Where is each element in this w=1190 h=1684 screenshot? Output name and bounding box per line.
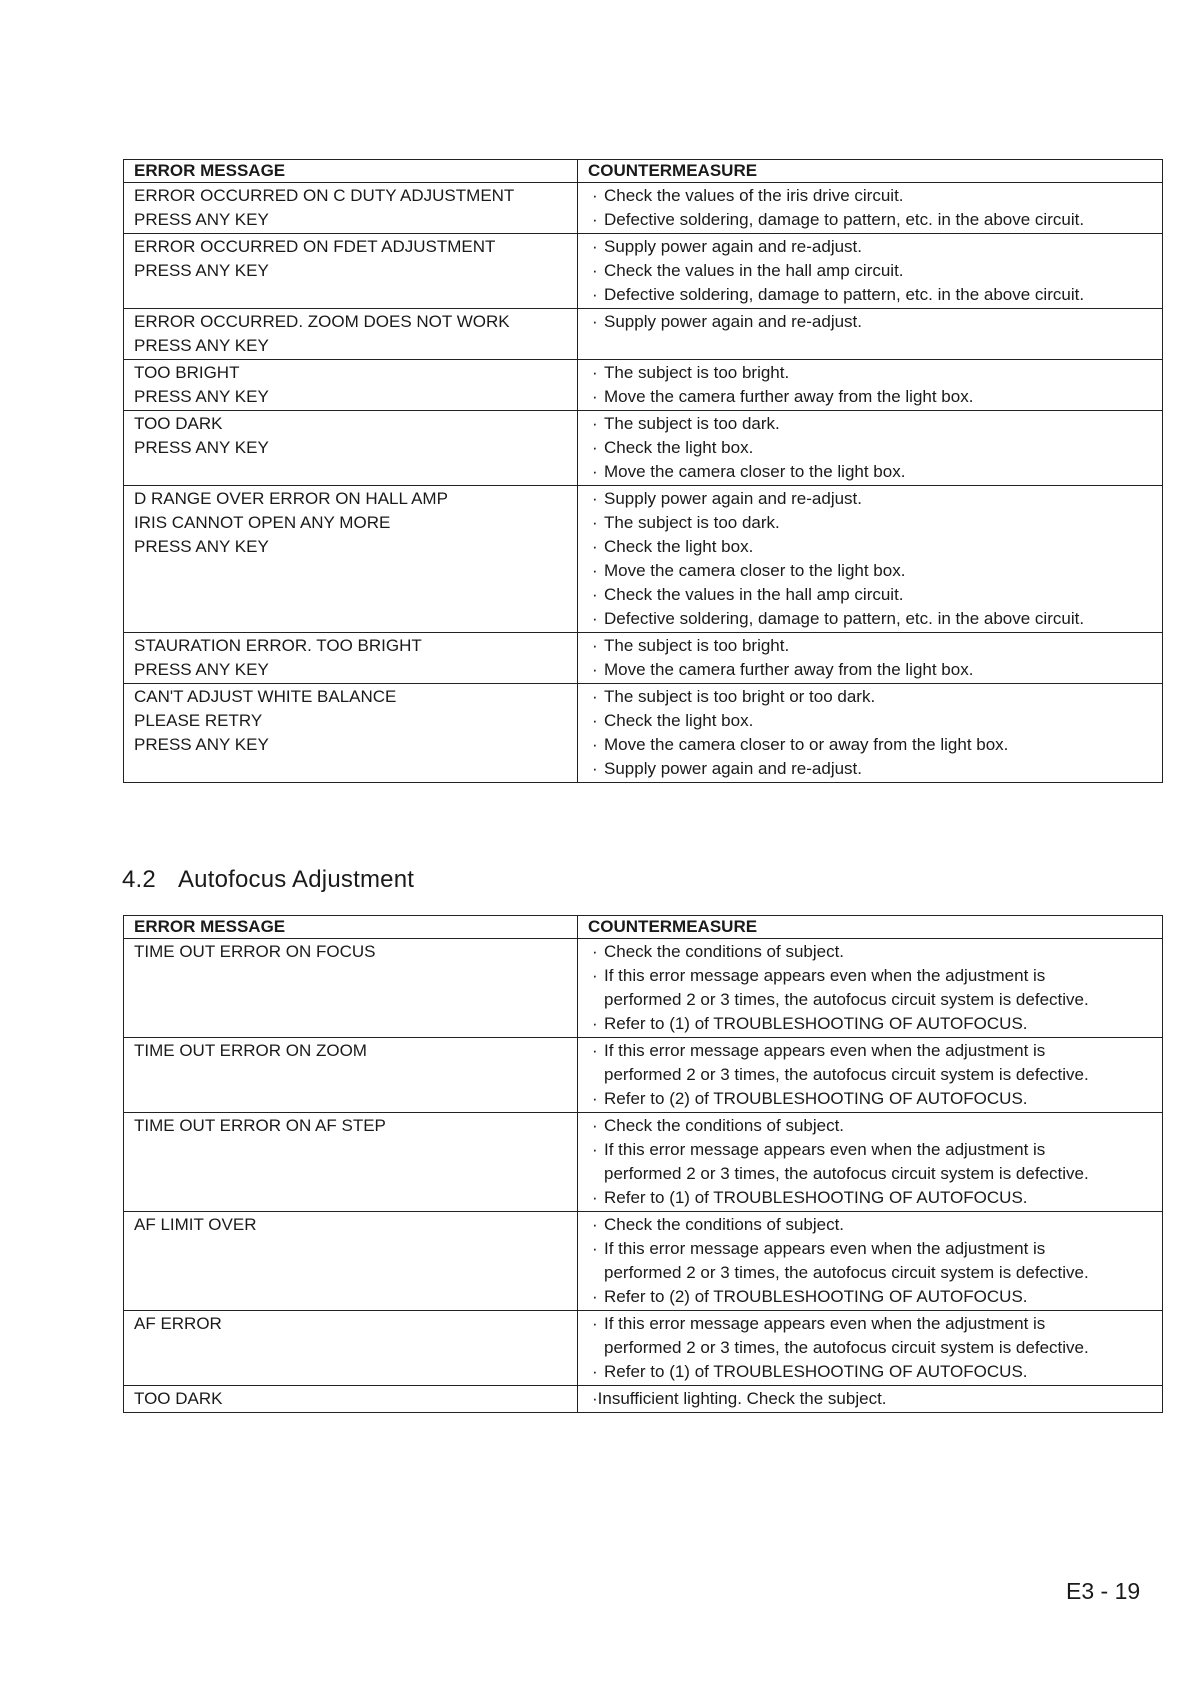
countermeasure-item: · Check the light box.: [592, 535, 1154, 559]
table-row: [124, 684, 1163, 783]
table-row: [124, 1113, 1163, 1212]
countermeasure-item: · Check the conditions of subject.: [592, 1213, 1154, 1237]
error-table-1: [123, 159, 1163, 783]
countermeasure-cell: [578, 183, 1163, 234]
table-row: [124, 486, 1163, 633]
error-message-line: TOO BRIGHT: [134, 363, 240, 382]
countermeasure-item: · Check the conditions of subject.: [592, 1114, 1154, 1138]
countermeasure-item: · The subject is too dark.: [592, 412, 1154, 436]
table-row: [124, 633, 1163, 684]
countermeasure-item: ·Insufficient lighting. Check the subject.: [592, 1389, 887, 1408]
error-message-line: ERROR OCCURRED ON FDET ADJUSTMENT: [134, 237, 496, 256]
countermeasure-item: · If this error message appears even when the adjustment is: [592, 1312, 1154, 1336]
countermeasure-item: · Defective soldering, damage to pattern, etc. in the above circuit.: [592, 607, 1154, 631]
error-message-line: PRESS ANY KEY: [134, 438, 269, 457]
countermeasure-item: performed 2 or 3 times, the autofocus circuit system is defective.: [604, 1065, 1089, 1084]
countermeasure-cell: [578, 411, 1163, 486]
countermeasure-item: · Supply power again and re-adjust.: [592, 310, 1154, 334]
page-number: E3 - 19: [1066, 1578, 1141, 1604]
countermeasure-item: · Check the light box.: [592, 436, 1154, 460]
countermeasure-cell: [578, 939, 1163, 1038]
countermeasure-item: · Defective soldering, damage to pattern, etc. in the above circuit.: [592, 208, 1154, 232]
countermeasure-item: · Check the values in the hall amp circuit.: [592, 259, 1154, 283]
countermeasure-item: · If this error message appears even when the adjustment is: [592, 1138, 1154, 1162]
countermeasure-item: · If this error message appears even when the adjustment is: [592, 964, 1154, 988]
countermeasure-item: · Move the camera closer to the light box.: [592, 559, 1154, 583]
error-message-line: TOO DARK: [134, 1389, 223, 1408]
countermeasure-cell: [578, 1311, 1163, 1386]
table-header-row: [124, 160, 1163, 183]
countermeasure-item: · If this error message appears even when the adjustment is: [592, 1039, 1154, 1063]
table-row: [124, 234, 1163, 309]
countermeasure-cell: [578, 1386, 1163, 1413]
table-header-row: [124, 916, 1163, 939]
table-row: [124, 360, 1163, 411]
error-message-cell: [124, 633, 578, 684]
error-message-cell: [124, 1113, 578, 1212]
countermeasure-cell: [578, 486, 1163, 633]
countermeasure-cell: [578, 360, 1163, 411]
error-table-2: [123, 915, 1163, 1413]
error-message-cell: [124, 1311, 578, 1386]
error-message-cell: [124, 684, 578, 783]
header-countermeasure: COUNTERMEASURE: [578, 160, 1163, 183]
error-message-cell: [124, 486, 578, 633]
error-message-line: TOO DARK: [134, 414, 223, 433]
countermeasure-item: · If this error message appears even when the adjustment is: [592, 1237, 1154, 1261]
error-message-line: AF LIMIT OVER: [134, 1215, 257, 1234]
error-message-line: IRIS CANNOT OPEN ANY MORE: [134, 513, 391, 532]
countermeasure-cell: [578, 1113, 1163, 1212]
countermeasure-item: performed 2 or 3 times, the autofocus circuit system is defective.: [604, 990, 1089, 1009]
error-message-line: AF ERROR: [134, 1314, 222, 1333]
table-row: [124, 1386, 1163, 1413]
error-message-line: CAN'T ADJUST WHITE BALANCE: [134, 687, 397, 706]
error-message-line: ERROR OCCURRED ON C DUTY ADJUSTMENT: [134, 186, 515, 205]
error-message-line: PRESS ANY KEY: [134, 735, 269, 754]
countermeasure-item: performed 2 or 3 times, the autofocus circuit system is defective.: [604, 1338, 1089, 1357]
error-message-cell: [124, 1212, 578, 1311]
error-message-line: ERROR OCCURRED. ZOOM DOES NOT WORK: [134, 312, 510, 331]
countermeasure-item: · Refer to (2) of TROUBLESHOOTING OF AUTOFOCUS.: [592, 1285, 1154, 1309]
error-message-line: PLEASE RETRY: [134, 711, 263, 730]
countermeasure-item: · Check the values of the iris drive circuit.: [592, 184, 1154, 208]
error-message-cell: [124, 939, 578, 1038]
error-message-line: TIME OUT ERROR ON FOCUS: [134, 942, 376, 961]
countermeasure-item: · Refer to (2) of TROUBLESHOOTING OF AUTOFOCUS.: [592, 1087, 1154, 1111]
error-message-cell: [124, 1038, 578, 1113]
error-message-line: PRESS ANY KEY: [134, 387, 269, 406]
countermeasure-cell: [578, 633, 1163, 684]
countermeasure-item: · Check the conditions of subject.: [592, 940, 1154, 964]
error-message-cell: [124, 411, 578, 486]
countermeasure-item: performed 2 or 3 times, the autofocus circuit system is defective.: [604, 1263, 1089, 1282]
error-message-line: PRESS ANY KEY: [134, 261, 269, 280]
section-number: 4.2: [122, 866, 156, 893]
error-message-line: PRESS ANY KEY: [134, 660, 269, 679]
table-row: [124, 1038, 1163, 1113]
error-message-line: TIME OUT ERROR ON AF STEP: [134, 1116, 386, 1135]
error-message-cell: [124, 183, 578, 234]
error-message-line: D RANGE OVER ERROR ON HALL AMP: [134, 489, 448, 508]
table-row: [124, 939, 1163, 1038]
countermeasure-cell: [578, 1038, 1163, 1113]
table-row: [124, 1311, 1163, 1386]
countermeasure-item: performed 2 or 3 times, the autofocus circuit system is defective.: [604, 1164, 1089, 1183]
countermeasure-item: · Move the camera further away from the light box.: [592, 385, 1154, 409]
error-message-cell: [124, 234, 578, 309]
table-row: [124, 411, 1163, 486]
error-message-cell: [124, 1386, 578, 1413]
countermeasure-item: · Defective soldering, damage to pattern, etc. in the above circuit.: [592, 283, 1154, 307]
countermeasure-item: · Supply power again and re-adjust.: [592, 487, 1154, 511]
countermeasure-cell: [578, 684, 1163, 783]
countermeasure-item: · Refer to (1) of TROUBLESHOOTING OF AUTOFOCUS.: [592, 1360, 1154, 1384]
error-message-line: STAURATION ERROR. TOO BRIGHT: [134, 636, 422, 655]
error-message-line: PRESS ANY KEY: [134, 336, 269, 355]
header-error-message: ERROR MESSAGE: [124, 916, 578, 939]
countermeasure-cell: [578, 309, 1163, 360]
header-countermeasure: COUNTERMEASURE: [578, 916, 1163, 939]
countermeasure-item: · Supply power again and re-adjust.: [592, 235, 1154, 259]
error-message-line: TIME OUT ERROR ON ZOOM: [134, 1041, 367, 1060]
countermeasure-item: · Move the camera further away from the light box.: [592, 658, 1154, 682]
countermeasure-cell: [578, 1212, 1163, 1311]
countermeasure-item: · The subject is too bright.: [592, 634, 1154, 658]
header-error-message: ERROR MESSAGE: [124, 160, 578, 183]
error-message-line: PRESS ANY KEY: [134, 210, 269, 229]
countermeasure-item: · The subject is too bright or too dark.: [592, 685, 1154, 709]
countermeasure-item: · The subject is too bright.: [592, 361, 1154, 385]
countermeasure-item: · Move the camera closer to or away from the light box.: [592, 733, 1154, 757]
error-message-cell: [124, 309, 578, 360]
table-row: [124, 183, 1163, 234]
section-title-text: Autofocus Adjustment: [177, 866, 415, 893]
section-heading: [122, 866, 414, 894]
countermeasure-cell: [578, 234, 1163, 309]
countermeasure-item: · Refer to (1) of TROUBLESHOOTING OF AUTOFOCUS.: [592, 1186, 1154, 1210]
error-message-cell: [124, 360, 578, 411]
countermeasure-item: · Check the values in the hall amp circuit.: [592, 583, 1154, 607]
table-row: [124, 309, 1163, 360]
error-message-line: PRESS ANY KEY: [134, 537, 269, 556]
countermeasure-item: · Refer to (1) of TROUBLESHOOTING OF AUTOFOCUS.: [592, 1012, 1154, 1036]
countermeasure-item: · The subject is too dark.: [592, 511, 1154, 535]
countermeasure-item: · Move the camera closer to the light box.: [592, 460, 1154, 484]
countermeasure-item: · Check the light box.: [592, 709, 1154, 733]
countermeasure-item: · Supply power again and re-adjust.: [592, 757, 1154, 781]
table-row: [124, 1212, 1163, 1311]
